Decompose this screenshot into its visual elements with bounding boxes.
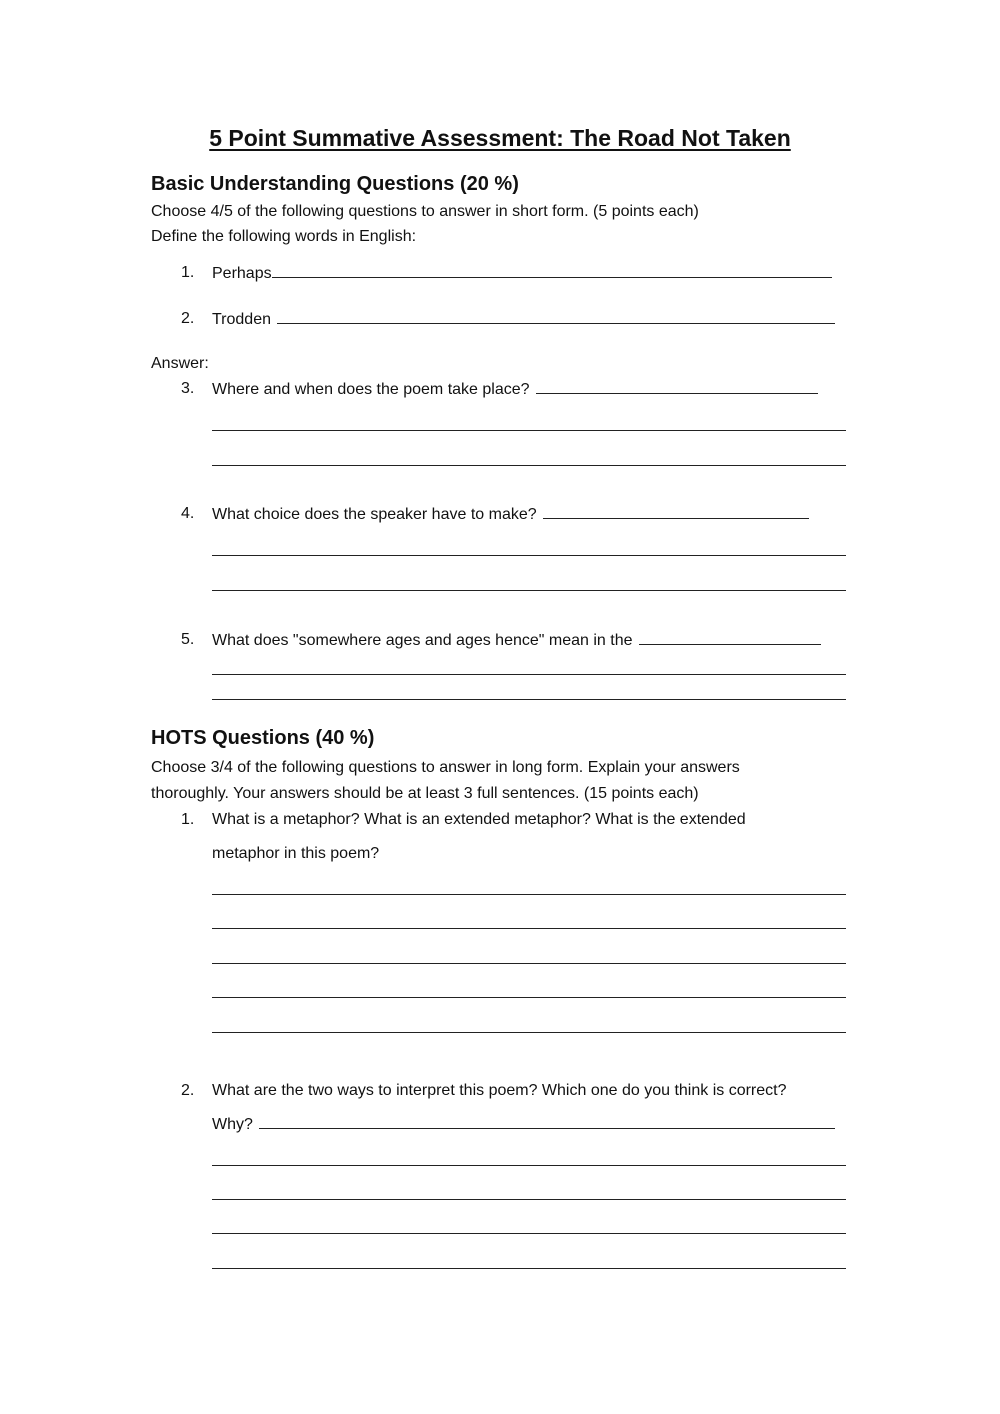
question-text: Where and when does the poem take place? — [212, 381, 530, 398]
page-title: 5 Point Summative Assessment: The Road Not Taken — [209, 125, 791, 151]
answer-blank[interactable] — [277, 308, 835, 324]
answer-line[interactable] — [212, 997, 846, 998]
answer-blank[interactable] — [536, 378, 818, 394]
answer-blank[interactable] — [259, 1113, 835, 1129]
question-number: 4. — [181, 505, 195, 522]
answer-label: Answer: — [151, 355, 209, 372]
question-item — [212, 262, 832, 285]
question-item — [212, 629, 821, 652]
instruction-text: thoroughly. Your answers should be at least 3 full sentences. (15 points each) — [151, 785, 699, 802]
question-text: What choice does the speaker have to make? — [212, 506, 537, 523]
instruction-text: Choose 4/5 of the following questions to answer in short form. (5 points each) — [151, 203, 699, 220]
answer-line[interactable] — [212, 1032, 846, 1033]
answer-line[interactable] — [212, 1268, 846, 1269]
instruction-text: Choose 3/4 of the following questions to answer in long form. Explain your answers — [151, 759, 740, 776]
question-item — [212, 503, 809, 526]
answer-blank[interactable] — [272, 262, 832, 278]
question-number: 1. — [181, 264, 195, 281]
section-heading-basic: Basic Understanding Questions (20 %) — [151, 173, 519, 195]
question-text: Perhaps — [212, 265, 272, 282]
answer-line[interactable] — [212, 699, 846, 700]
question-number: 1. — [181, 811, 195, 828]
answer-line[interactable] — [212, 674, 846, 675]
question-number: 3. — [181, 380, 195, 397]
instruction-text: Define the following words in English: — [151, 228, 417, 245]
question-text: Trodden — [212, 311, 271, 328]
question-item — [212, 1113, 835, 1136]
answer-line[interactable] — [212, 1233, 846, 1234]
answer-blank[interactable] — [543, 503, 809, 519]
answer-line[interactable] — [212, 894, 846, 895]
answer-line[interactable] — [212, 1165, 846, 1166]
answer-line[interactable] — [212, 928, 846, 929]
section-heading-hots: HOTS Questions (40 %) — [151, 727, 375, 749]
answer-line[interactable] — [212, 555, 846, 556]
question-text: What does "somewhere ages and ages hence" mean in the — [212, 632, 633, 649]
answer-line[interactable] — [212, 430, 846, 431]
question-text: What is a metaphor? What is an extended metaphor? What is the extended — [212, 811, 746, 828]
question-text: metaphor in this poem? — [212, 845, 380, 862]
answer-line[interactable] — [212, 465, 846, 466]
answer-line[interactable] — [212, 963, 846, 964]
question-text: Why? — [212, 1116, 253, 1133]
answer-line[interactable] — [212, 1199, 846, 1200]
question-number: 2. — [181, 1082, 195, 1099]
question-item — [212, 308, 835, 331]
answer-line[interactable] — [212, 590, 846, 591]
question-number: 5. — [181, 631, 195, 648]
question-text: What are the two ways to interpret this poem? Which one do you think is correct? — [212, 1082, 787, 1099]
question-number: 2. — [181, 310, 195, 327]
question-item — [212, 378, 818, 401]
answer-blank[interactable] — [639, 629, 821, 645]
